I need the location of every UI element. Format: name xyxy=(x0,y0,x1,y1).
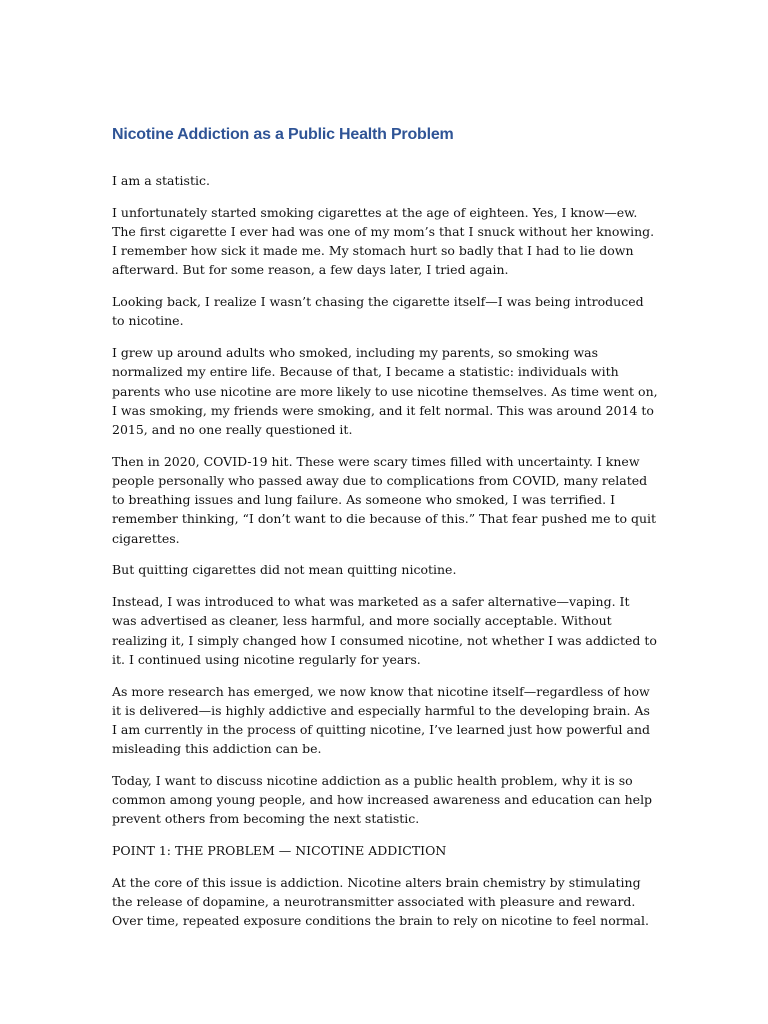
paragraph-quitting: But quitting cigarettes did not mean quitting nicotine. xyxy=(112,562,457,578)
paragraph-addiction-core: At the core of this issue is addiction. Nicotine alters brain chemistry by stimulating the release of dopamine, a neurotransmitter associated with pleasure and reward. Over time, repeated exposure conditions the brain to rely on nicotine to feel normal. xyxy=(112,875,649,929)
paragraph-today: Today, I want to discuss nicotine addiction as a public health problem, why it is so common among young people, and how increased awareness and education can help prevent others from becoming the next statistic. xyxy=(112,773,653,827)
paragraph-first-cigarette: I unfortunately started smoking cigarettes at the age of eighteen. Yes, I know—ew. The first cigarette I ever had was one of my mom’s that I snuck without her knowing. I remember how sick it made me. My stomach hurt so badly that I had to lie down afterward. But for some reason, a few days later, I tried again. xyxy=(112,204,655,278)
paragraph-covid: Then in 2020, COVID-19 hit. These were scary times filled with uncertainty. I knew people personally who passed away due to complications from COVID, many related to breathing issues and lung failure. As someone who smoked, I was terrified. I remember thinking, “I don’t want to die because of this.” That fear pushed me to quit cigarettes. xyxy=(112,453,657,546)
paragraph-intro: I am a statistic. xyxy=(112,173,210,188)
section-heading-point-1: POINT 1: THE PROBLEM — NICOTINE ADDICTION xyxy=(112,843,447,859)
paragraph-research: As more research has emerged, we now know that nicotine itself—regardless of how it is delivered—is highly addictive and especially harmful to the developing brain. As I am currently in the process of quitting nicotine, I’ve learned just how powerful and misleading this addiction can be. xyxy=(112,683,651,757)
paragraph-looking-back: Looking back, I realize I wasn’t chasing the cigarette itself—I was being introduced to nicotine. xyxy=(112,294,644,329)
paragraph-grew-up: I grew up around adults who smoked, including my parents, so smoking was normalized my entire life. Because of that, I became a statistic: individuals with parents who use nicotine are more likely to use nicotine themselves. As time went on, I was smoking, my friends were smoking, and it felt normal. This was around 2014 to 2015, and no one really questioned it. xyxy=(112,345,658,438)
document-title: Nicotine Addiction as a Public Health Problem xyxy=(112,126,454,143)
document-page xyxy=(112,122,658,943)
paragraph-vaping: Instead, I was introduced to what was marketed as a safer alternative—vaping. It was advertised as cleaner, less harmful, and more socially acceptable. Without realizing it, I simply changed how I consumed nicotine, not whether I was addicted to it. I continued using nicotine regularly for years. xyxy=(112,594,657,667)
